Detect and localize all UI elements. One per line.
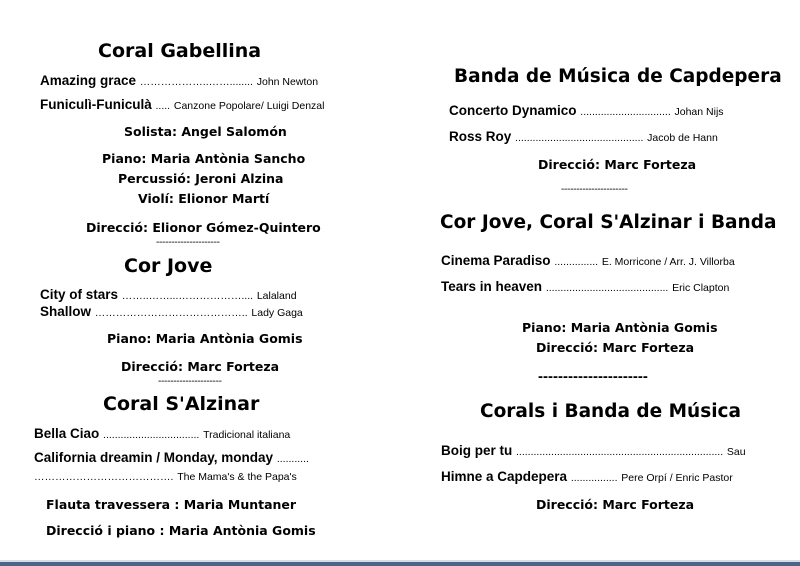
leader-dots: ............................................ [515, 132, 644, 144]
violin-credit: Violí: Elionor Martí [138, 191, 270, 206]
section-separator: --------------------- [156, 237, 220, 248]
piano-credit: Piano: Maria Antònia Gomis [522, 320, 718, 335]
piece-composer: John Newton [256, 76, 319, 88]
program-item-cinema-paradiso [441, 253, 735, 268]
page-bottom-edge [0, 562, 800, 566]
program-item-city-of-stars [40, 287, 297, 302]
program-item-boig-per-tu [441, 443, 746, 458]
piece-title: Himne a Capdepera [441, 469, 568, 484]
piece-title: Funiculì-Funiculà [40, 97, 152, 112]
piece-composer: Pere Orpí / Enric Pastor [621, 472, 733, 484]
piece-title: Cinema Paradiso [441, 253, 551, 268]
director-credit: Direcció: Marc Forteza [121, 359, 280, 374]
leader-dots: ............... [554, 256, 599, 268]
leader-dots: ................................. [103, 429, 200, 441]
leader-dots: ………………..……........ [139, 76, 253, 88]
piece-title: California dreamin / Monday, monday [34, 450, 274, 465]
piece-title: Bella Ciao [34, 426, 100, 441]
piece-composer: Sau [726, 446, 746, 458]
director-credit: Direcció: Elionor Gómez-Quintero [86, 220, 321, 235]
leader-dots: ........... [276, 453, 309, 465]
leader-dots: ....................................................................... [516, 446, 724, 458]
section-title-cor-jove-coral-banda: Cor Jove, Coral S'Alzinar i Banda [440, 212, 777, 233]
piano-credit: Piano: Maria Antònia Gomis [107, 331, 303, 346]
leader-dots: ................ [570, 472, 618, 484]
soloist-credit: Solista: Angel Salomón [124, 124, 287, 139]
director-credit: Direcció: Marc Forteza [536, 340, 695, 355]
piece-title: Shallow [40, 304, 92, 319]
program-item-shallow [40, 304, 303, 319]
program-item-california-dreamin-credit [34, 468, 297, 483]
piece-composer: Lady Gaga [251, 307, 303, 319]
piece-composer: Jacob de Hann [647, 132, 718, 144]
piece-title: Amazing grace [40, 73, 137, 88]
leader-dots: .......................................... [545, 282, 669, 294]
section-separator: --------------------- [158, 376, 222, 387]
section-title-coral-salzinar: Coral S'Alzinar [103, 393, 260, 415]
section-separator: ---------------------- [538, 368, 648, 385]
leader-dots: …………………………………. [34, 471, 174, 483]
section-title-coral-gabellina: Coral Gabellina [98, 40, 262, 62]
program-item-tears-in-heaven [441, 279, 729, 294]
piano-credit: Piano: Maria Antònia Sancho [102, 151, 306, 166]
piece-composer: The Mama's & the Papa's [177, 471, 297, 483]
program-item-himne-capdepera [441, 469, 733, 484]
section-title-banda-capdepera: Banda de Música de Capdepera [454, 66, 782, 87]
program-item-concerto-dynamico [449, 103, 724, 118]
piece-composer: Canzone Popolare/ Luigi Denzal [173, 100, 325, 112]
section-separator: ---------------------- [561, 184, 628, 195]
section-title-corals-banda: Corals i Banda de Música [480, 401, 742, 422]
percussion-credit: Percussió: Jeroni Alzina [118, 171, 284, 186]
piece-composer: Lalaland [256, 290, 297, 302]
director-credit: Direcció: Marc Forteza [536, 497, 695, 512]
piece-composer: Eric Clapton [672, 282, 730, 294]
piece-title: Tears in heaven [441, 279, 543, 294]
piece-composer: Tradicional italiana [203, 429, 291, 441]
piece-title: City of stars [40, 287, 119, 302]
section-title-cor-jove: Cor Jove [124, 255, 213, 277]
program-item-bella-ciao [34, 426, 290, 441]
program-item-california-dreamin [34, 450, 309, 465]
piece-composer: E. Morricone / Arr. J. Villorba [601, 256, 735, 268]
director-credit: Direcció: Marc Forteza [538, 157, 697, 172]
piece-composer: Johan Nijs [674, 106, 724, 118]
piece-title: Concerto Dynamico [449, 103, 577, 118]
leader-dots: …………………………………….. [94, 307, 248, 319]
leader-dots: ..... [155, 100, 171, 112]
program-item-funiculi-funicula [40, 97, 324, 112]
piece-title: Ross Roy [449, 129, 512, 144]
leader-dots: ............................... [580, 106, 671, 118]
director-piano-credit: Direcció i piano : Maria Antònia Gomis [46, 523, 316, 538]
program-item-ross-roy [449, 129, 718, 144]
program-item-amazing-grace [40, 73, 318, 88]
flute-credit: Flauta travessera : Maria Muntaner [46, 497, 297, 512]
piece-title: Boig per tu [441, 443, 513, 458]
leader-dots: ……..……...……………….... [121, 290, 254, 302]
